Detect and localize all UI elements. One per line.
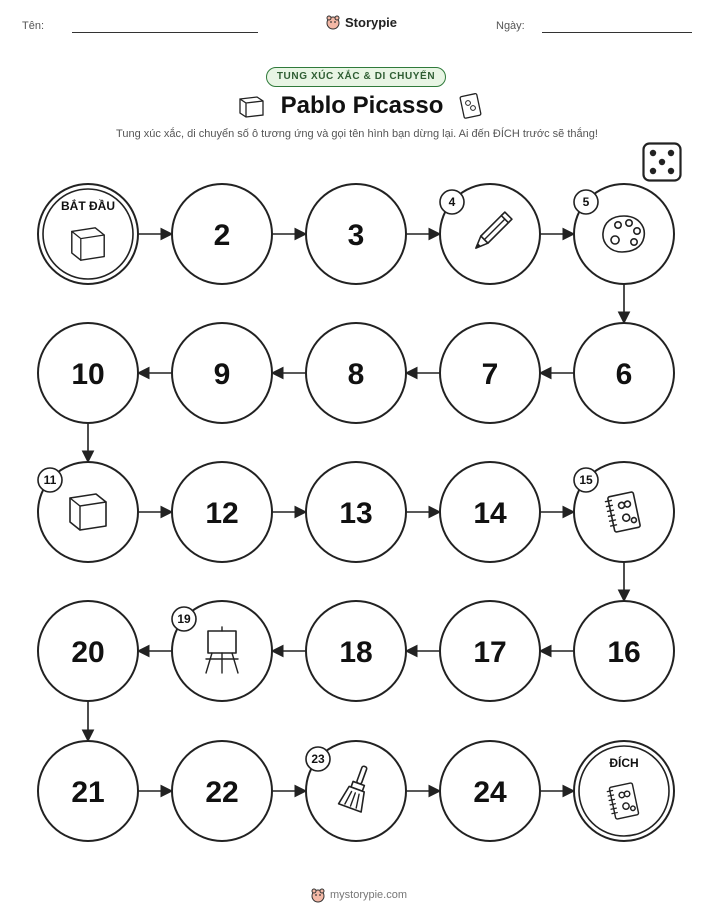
- board-cell-17[interactable]: [440, 601, 540, 701]
- cell-number: 2: [213, 219, 231, 252]
- palette-icon: [603, 216, 644, 252]
- board-cell-4[interactable]: [440, 184, 540, 284]
- canvas-block-icon: [72, 228, 104, 260]
- cell-number: 16: [607, 636, 641, 669]
- storypie-mascot-icon: [310, 887, 326, 903]
- cell-number: 18: [339, 636, 373, 669]
- cell-number: 21: [71, 776, 105, 809]
- board-cell-25[interactable]: [574, 741, 674, 841]
- board-cell-6[interactable]: [574, 323, 674, 423]
- cell-number: 10: [71, 358, 105, 391]
- brand-name: Storypie: [345, 14, 398, 30]
- cell-number: 14: [473, 497, 507, 530]
- cell-number: 4: [448, 195, 456, 209]
- cell-number: 22: [205, 776, 239, 809]
- board-cell-5[interactable]: [574, 184, 674, 284]
- board-cell-15[interactable]: [574, 462, 674, 562]
- board-cell-13[interactable]: [306, 462, 406, 562]
- date-label: Ngày:: [496, 20, 525, 32]
- cell-number: 23: [311, 752, 325, 766]
- board-cell-22[interactable]: [172, 741, 272, 841]
- cell-number: 3: [347, 219, 365, 252]
- board-cell-2[interactable]: [172, 184, 272, 284]
- instructions-text: Tung xúc xắc, di chuyển số ô tương ứng và gọi tên hình bạn dừng lại. Ai đến ĐÍCH trước sẽ thắng!: [116, 128, 598, 140]
- cell-number: 6: [615, 358, 633, 391]
- board-cell-14[interactable]: [440, 462, 540, 562]
- cell-number: 12: [205, 497, 239, 530]
- page-title: Pablo Picasso: [280, 92, 444, 119]
- cell-number: 24: [473, 776, 507, 809]
- board-cell-19[interactable]: [172, 601, 272, 701]
- cell-number: 5: [582, 195, 590, 209]
- cell-number: 13: [339, 497, 373, 530]
- start-label: BẮT ĐẦU: [61, 199, 115, 213]
- footer: [310, 887, 407, 903]
- board-cell-16[interactable]: [574, 601, 674, 701]
- cell-number: 17: [473, 636, 507, 669]
- board-cell-10[interactable]: [38, 323, 138, 423]
- board-cell-9[interactable]: [172, 323, 272, 423]
- board-cell-8[interactable]: [306, 323, 406, 423]
- board-cell-3[interactable]: [306, 184, 406, 284]
- cell-number: 20: [71, 636, 105, 669]
- footer-site: mystorypie.com: [330, 889, 408, 901]
- cell-number: 11: [43, 473, 57, 487]
- canvas-block-icon: [70, 494, 106, 530]
- board-cell-11[interactable]: [38, 462, 138, 562]
- cell-number: 15: [579, 473, 593, 487]
- board-cell-20[interactable]: [38, 601, 138, 701]
- cell-number: 7: [481, 358, 499, 391]
- finish-label: ĐÍCH: [609, 756, 639, 770]
- board-cell-7[interactable]: [440, 323, 540, 423]
- cell-number: 8: [347, 358, 365, 391]
- board-cell-18[interactable]: [306, 601, 406, 701]
- board-cell-21[interactable]: [38, 741, 138, 841]
- board-cell-24[interactable]: [440, 741, 540, 841]
- cell-number: 19: [177, 612, 191, 626]
- board-cell-23[interactable]: [306, 741, 406, 841]
- cell-number: 9: [213, 358, 231, 391]
- board-cell-1[interactable]: [38, 184, 138, 284]
- board-cell-12[interactable]: [172, 462, 272, 562]
- name-label: Tên:: [22, 20, 45, 32]
- category-pill: TUNG XÚC XẮC & DI CHUYỂN: [266, 67, 446, 87]
